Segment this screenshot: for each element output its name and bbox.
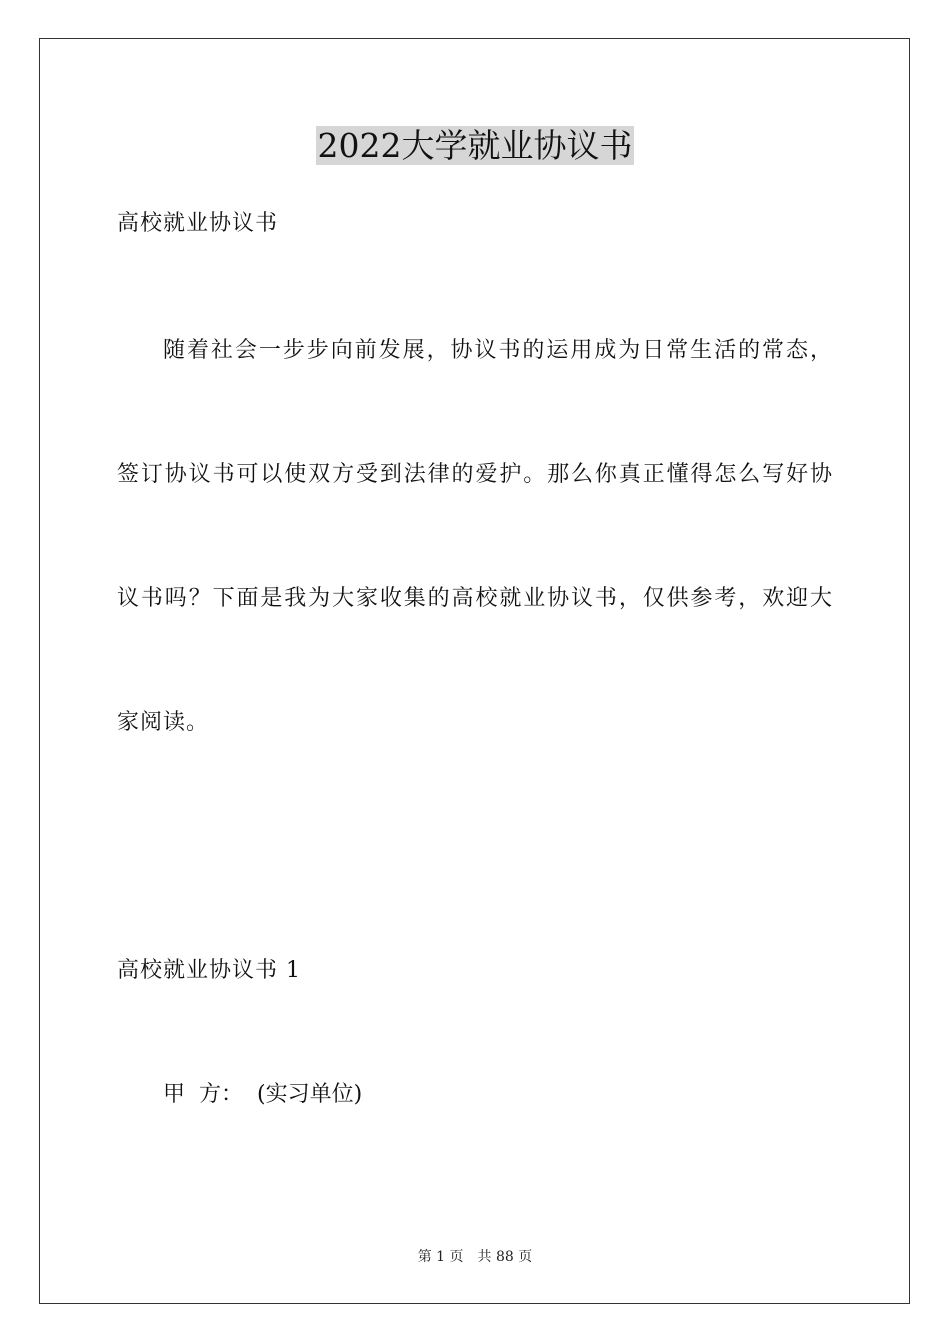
section-heading: 高校就业协议书 1	[117, 958, 301, 983]
party-a-label2: 方：	[199, 1082, 244, 1107]
intro-line-1: 随着社会一步步向前发展，协议书的运用成为日常生活的常态，	[163, 338, 832, 363]
intro-line-4: 家阅读。	[117, 710, 210, 735]
document-title	[0, 124, 950, 168]
intro-line-2: 签订协议书可以使双方受到法律的爱护。那么你真正懂得怎么写好协	[117, 462, 832, 487]
page-total: 共 88 页	[477, 1249, 533, 1265]
document-title-text: 2022大学就业协议书	[317, 126, 633, 165]
page-number: 第 1 页	[417, 1249, 464, 1265]
party-a-label: 甲	[163, 1082, 186, 1107]
heading: 高校就业协议书	[117, 211, 279, 236]
intro-line-3: 议书吗？下面是我为大家收集的高校就业协议书，仅供参考，欢迎大	[117, 586, 832, 611]
party-a-line	[163, 1080, 362, 1110]
page-footer	[0, 1247, 950, 1267]
party-a-value: (实习单位)	[257, 1082, 363, 1107]
